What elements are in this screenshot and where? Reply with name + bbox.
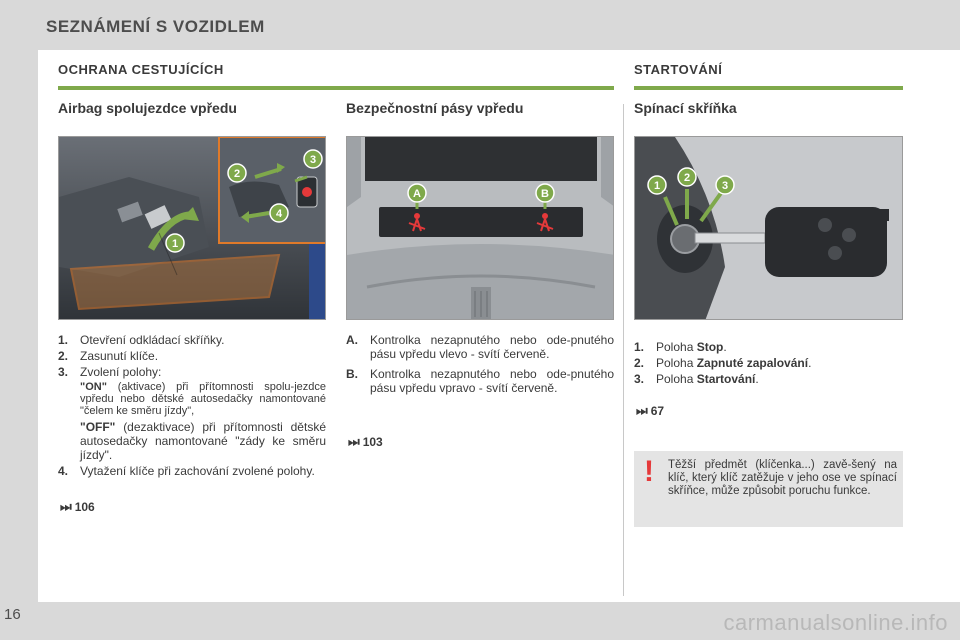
airbag-step-3: 3. Zvolení polohy: [58, 365, 162, 379]
warning-text: Těžší předmět (klíčenka...) zavě-šený na klíč, který klíč zatěžuje v jeho ose ve spínací skříňce, může způsobit poruchu funkce. [668, 459, 897, 497]
belts-heading: Bezpečnostní pásy vpředu [346, 100, 524, 116]
belts-illustration [347, 137, 614, 320]
svg-text:2: 2 [683, 172, 691, 184]
airbag-option-on: "ON" (aktivace) při přítomnosti spolu-jezdce vpředu nebo dětské autosedačky namontované "čelem ke směru jízdy", [80, 381, 326, 417]
section-heading-protection: OCHRANA CESTUJÍCÍCH [58, 62, 224, 77]
ignition-position-2: 2. Poloha Zapnuté zapalování. [634, 356, 812, 370]
airbag-marker-4 [270, 204, 288, 222]
ignition-heading: Spínací skříňka [634, 100, 737, 116]
warning-box [634, 451, 903, 527]
belts-page-ref[interactable]: ⏭ 103 [348, 434, 383, 449]
svg-text:1: 1 [171, 238, 179, 250]
svg-text:3: 3 [309, 154, 317, 166]
double-arrow-right-icon: ⏭ [60, 499, 72, 514]
belts-item-b: B. Kontrolka nezapnutého nebo ode-pnutého pásu vpředu vpravo - svítí červeně. [346, 367, 614, 395]
ignition-marker-3 [716, 176, 734, 194]
column-divider [623, 104, 624, 596]
belts-figure [346, 136, 614, 320]
svg-text:2: 2 [233, 168, 241, 180]
airbag-marker-3 [304, 150, 322, 168]
airbag-step-2: 2. Zasunutí klíče. [58, 349, 159, 363]
chapter-title: SEZNÁMENÍ S VOZIDLEM [46, 17, 265, 36]
svg-text:4: 4 [275, 208, 283, 220]
airbag-instructions [58, 333, 326, 480]
ignition-position-1: 1. Poloha Stop. [634, 340, 727, 354]
airbag-illustration [59, 137, 326, 320]
section-heading-starting: STARTOVÁNÍ [634, 62, 723, 77]
double-arrow-right-icon: ⏭ [348, 434, 360, 449]
ignition-marker-1 [648, 176, 666, 194]
svg-text:1: 1 [653, 180, 661, 192]
airbag-page-ref[interactable]: ⏭ 106 [60, 499, 95, 514]
page-number: 16 [4, 606, 21, 623]
belts-descriptions [346, 333, 614, 397]
ignition-illustration [635, 137, 903, 320]
svg-text:B: B [541, 188, 549, 200]
exclamation-icon: ! [644, 455, 654, 488]
airbag-marker-2 [228, 164, 246, 182]
airbag-step-1: 1. Otevření odkládací skříňky. [58, 333, 225, 347]
svg-text:A: A [413, 188, 421, 200]
airbag-marker-1 [166, 234, 184, 252]
airbag-step-4: 4. Vytažení klíče při zachování zvolené polohy. [58, 464, 315, 478]
airbag-option-off: "OFF" (dezaktivace) při přítomnosti dětské autosedačky namontované "zády ke směru jízdy". [80, 420, 326, 462]
airbag-heading: Airbag spolujezdce vpředu [58, 100, 237, 116]
belts-marker-b [536, 184, 554, 202]
ignition-figure [634, 136, 903, 320]
side-band [0, 50, 38, 602]
belts-item-a: A. Kontrolka nezapnutého nebo ode-pnutého pásu vpředu vlevo - svítí červeně. [346, 333, 614, 361]
airbag-figure [58, 136, 326, 320]
ignition-positions [634, 340, 903, 388]
ignition-page-ref[interactable]: ⏭ 67 [636, 403, 665, 418]
section-rule-protection [58, 86, 614, 90]
watermark: carmanualsonline.info [723, 610, 948, 635]
ignition-marker-2 [678, 168, 696, 186]
belts-marker-a [408, 184, 426, 202]
double-arrow-right-icon: ⏭ [636, 403, 648, 418]
section-rule-starting [634, 86, 903, 90]
svg-text:3: 3 [721, 180, 729, 192]
ignition-position-3: 3. Poloha Startování. [634, 372, 759, 386]
